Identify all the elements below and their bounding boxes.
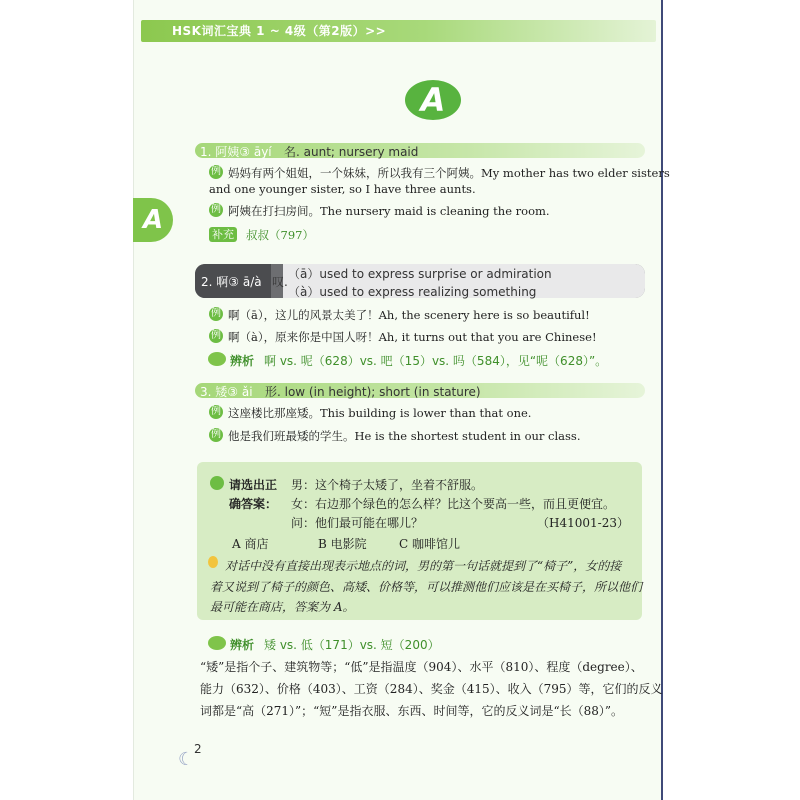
example-icon: 例 <box>211 166 221 177</box>
quiz-option-a[interactable]: A 商店 <box>232 537 269 551</box>
entry-2-pos: 叹. <box>272 275 288 289</box>
quiz-icon <box>210 476 224 490</box>
quiz-option-b[interactable]: B 电影院 <box>318 537 367 551</box>
moon-icon: ☾ <box>178 749 195 770</box>
quiz-option-c[interactable]: C 咖啡馆儿 <box>399 537 460 551</box>
entry-1-supplement: 叔叔（797） <box>246 228 314 242</box>
entry-2-example-1: 啊（ā），这儿的风景太美了！Ah, the scenery here is so beautiful! <box>228 308 590 322</box>
example-icon: 例 <box>211 406 221 417</box>
lightbulb-icon <box>208 556 218 568</box>
bianxi-2-body-2: 能力（632）、价格（403）、工资（284）、奖金（415）、收入（795）等，它们的反义 <box>200 682 663 696</box>
entry-1-headword: 1. 阿姨③ āyí <box>200 145 272 159</box>
page-header-title: HSK词汇宝典 1 ~ 4级（第2版）>> <box>172 24 387 38</box>
section-letter-badge: A <box>405 80 461 120</box>
entry-2-definition-2: （à）used to express realizing something <box>288 285 537 299</box>
entry-1-definition: 名. aunt; nursery maid <box>284 145 419 159</box>
entry-3-example-1: 这座楼比那座矮。This building is lower than that one. <box>228 406 532 420</box>
example-icon: 例 <box>211 204 221 215</box>
quiz-hint-2: 着又说到了椅子的颜色、高矮、价格等，可以推测他们应该是在买椅子，所以他们 <box>210 580 643 594</box>
entry-1-example-1-cont: and one younger sister, so I have three aunts. <box>209 182 476 196</box>
quiz-hint-1: 对话中没有直接出现表示地点的词，男的第一句话就提到了“椅子”，女的接 <box>225 559 622 573</box>
quiz-heading-2: 确答案： <box>229 497 278 511</box>
bianxi-label-2: 辨析 <box>230 638 255 652</box>
entry-1-example-2: 阿姨在打扫房间。The nursery maid is cleaning the room. <box>228 204 550 218</box>
entry-2-bianxi: 啊 vs. 呢（628）vs. 吧（15）vs. 吗（584），见“呢（628）”。 <box>264 354 608 368</box>
quiz-heading-1: 请选出正 <box>229 478 278 492</box>
entry-3-definition: 形. low (in height); short (in stature) <box>265 385 481 399</box>
bianxi-2-body-3: 词都是“高（271）”；“短”是指衣服、东西、时间等，它的反义词是“长（88）”。 <box>200 704 623 718</box>
entry-3-headword: 3. 矮③ ǎi <box>200 385 253 399</box>
page-number: 2 <box>194 742 202 756</box>
bianxi-label: 辨析 <box>230 354 255 368</box>
example-icon: 例 <box>211 330 221 341</box>
entry-2-definition-1: （ā）used to express surprise or admiration <box>288 267 552 281</box>
quiz-question: 问：他们最可能在哪儿？ <box>291 516 424 530</box>
bianxi-2-body-1: “矮”是指个子、建筑物等；“低”是指温度（904）、水平（810）、程度（degree）、 <box>200 660 643 674</box>
example-icon: 例 <box>211 308 221 319</box>
quiz-hint-3: 最可能在商店，答案为 A。 <box>210 600 355 614</box>
side-letter-tab[interactable]: A <box>133 198 173 242</box>
bianxi-2-heading: 矮 vs. 低（171）vs. 短（200） <box>264 638 440 652</box>
bird-icon <box>208 636 226 650</box>
entry-2-headword: 2. 啊③ ā/à <box>201 275 262 289</box>
example-icon: 例 <box>211 429 221 440</box>
entry-1-example-1: 妈妈有两个姐姐，一个妹妹，所以我有三个阿姨。My mother has two elder sisters <box>228 166 670 180</box>
supplement-label: 补充 <box>209 227 237 242</box>
entry-2-example-2: 啊（à），原来你是中国人呀！Ah, it turns out that you are Chinese! <box>228 330 597 344</box>
bird-icon <box>208 352 226 366</box>
quiz-line-2: 女：右边那个绿色的怎么样？比这个要高一些，而且更便宜。 <box>291 497 616 511</box>
quiz-line-1: 男：这个椅子太矮了，坐着不舒服。 <box>291 478 484 492</box>
quiz-code: （H41001-23） <box>537 516 629 530</box>
entry-3-example-2: 他是我们班最矮的学生。He is the shortest student in our class. <box>228 429 581 443</box>
